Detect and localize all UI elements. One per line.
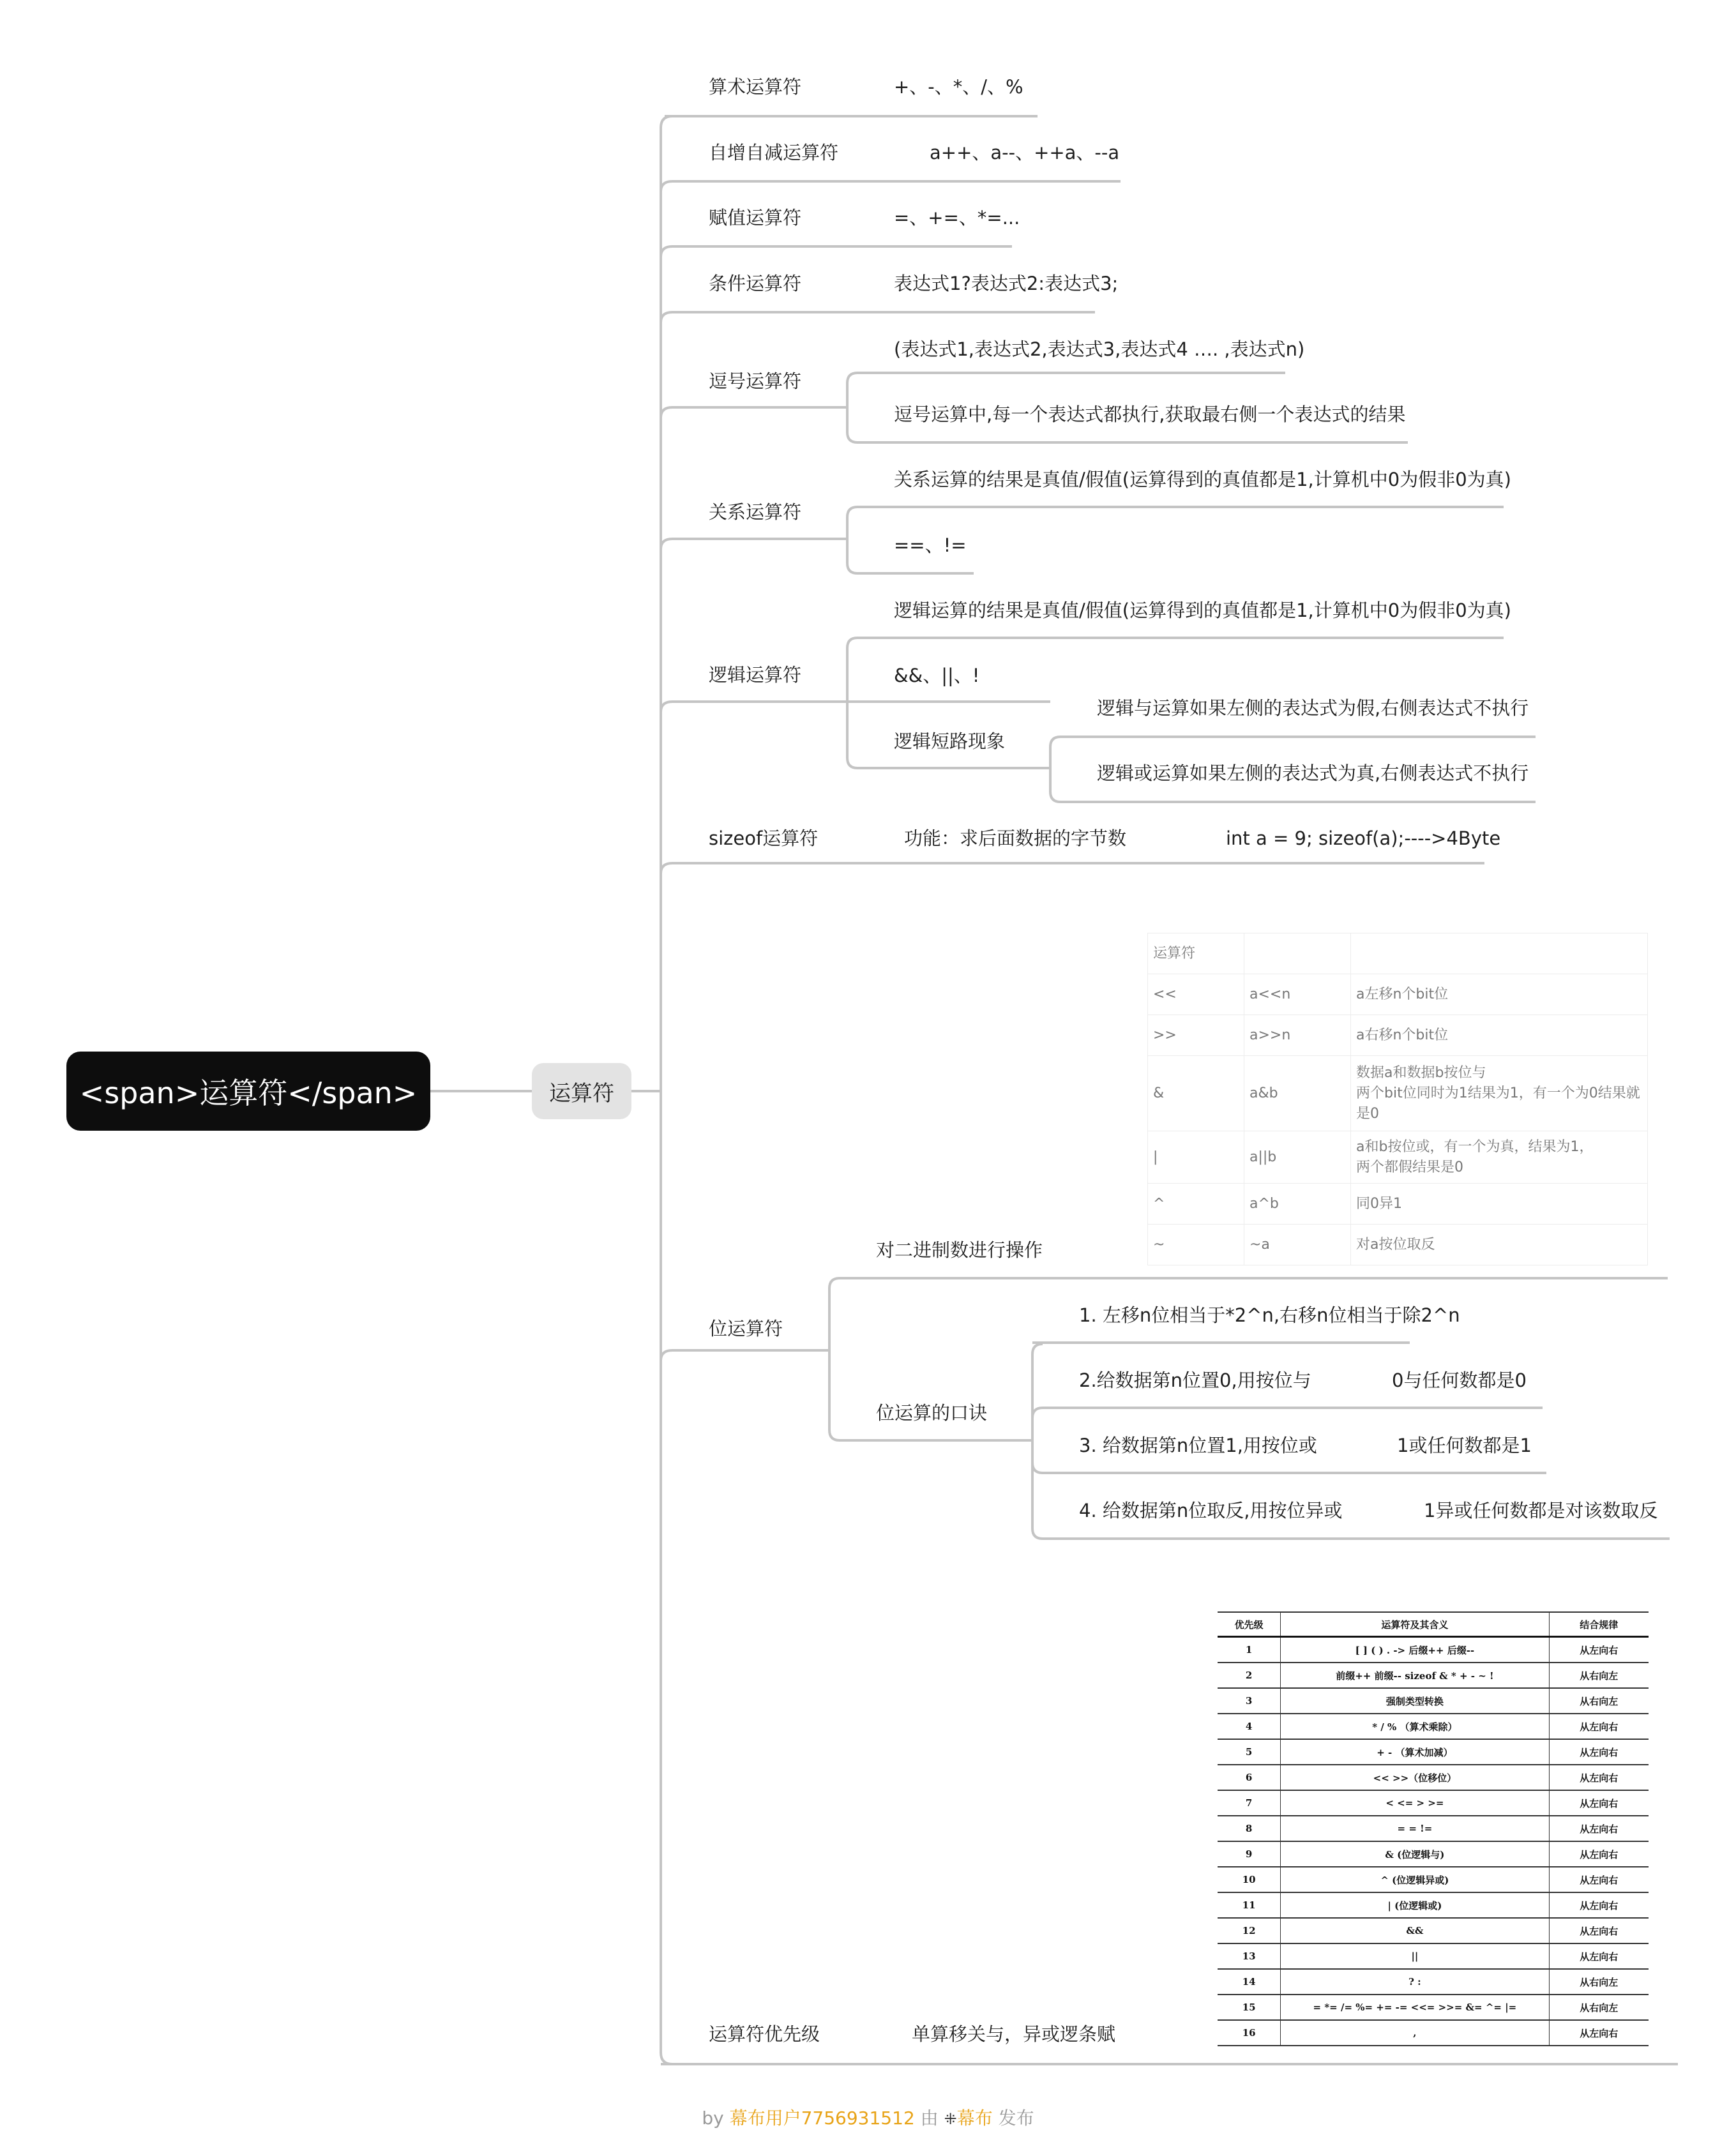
node-logic-item-1[interactable]: 逻辑运算的结果是真值/假值(运算得到的真值都是1,计算机中0为假非0为真) — [894, 600, 1511, 621]
table-row — [1218, 1841, 1649, 1867]
table-cell: 从左向右 — [1549, 1714, 1649, 1739]
table-cell: = *= /= %= += -= <<= >>= &= ^= |= — [1281, 1995, 1549, 2020]
table-cell: 从右向左 — [1549, 1688, 1649, 1714]
node-comma-label[interactable]: 逗号运算符 — [709, 370, 802, 392]
node-rel-item-1[interactable]: 关系运算的结果是真值/假值(运算得到的真值都是1,计算机中0为假非0为真) — [894, 469, 1511, 490]
table-cell: 5 — [1218, 1739, 1281, 1765]
table-cell: 数据a和数据b按位与 两个bit位同时为1结果为1，有一个为0结果就是0 — [1351, 1056, 1648, 1131]
table-cell: a<<n — [1244, 974, 1351, 1015]
table-cell: ~ — [1148, 1225, 1244, 1265]
table-row — [1218, 1612, 1649, 1637]
precedence-table — [1218, 1611, 1649, 2046]
table-cell: 从左向右 — [1549, 1841, 1649, 1867]
table-cell: a右移n个bit位 — [1351, 1015, 1648, 1056]
table-header-cell: 优先级 — [1218, 1612, 1281, 1637]
table-cell: = = != — [1281, 1816, 1549, 1841]
table-cell: ? : — [1281, 1969, 1549, 1995]
table-cell: >> — [1148, 1015, 1244, 1056]
table-cell: ~a — [1244, 1225, 1351, 1265]
table-row — [1218, 1892, 1649, 1918]
table-cell: 前缀++ 前缀-- sizeof & * + - ~ ! — [1281, 1663, 1549, 1688]
footer-publish: 发布 — [998, 2108, 1034, 2129]
table-row — [1148, 1015, 1648, 1056]
table-cell — [1244, 933, 1351, 974]
table-row — [1218, 1714, 1649, 1739]
table-row — [1218, 1867, 1649, 1892]
table-cell: ^ (位逻辑异或) — [1281, 1867, 1549, 1892]
table-cell: 13 — [1218, 1943, 1281, 1969]
table-row — [1218, 1816, 1649, 1841]
node-bit-mnemonic-3-note[interactable]: 1或任何数都是1 — [1397, 1435, 1532, 1456]
table-cell: 2 — [1218, 1663, 1281, 1688]
table-cell: 11 — [1218, 1892, 1281, 1918]
node-sizeof-func[interactable]: 功能：求后面数据的字节数 — [904, 827, 1127, 849]
table-cell: 9 — [1218, 1841, 1281, 1867]
table-row — [1148, 1131, 1648, 1184]
footer-by: by — [702, 2108, 724, 2129]
table-cell: << — [1148, 974, 1244, 1015]
table-row — [1218, 1790, 1649, 1816]
node-rel-label[interactable]: 关系运算符 — [709, 501, 802, 523]
table-cell: a||b — [1244, 1131, 1351, 1184]
node-bit-binary-op[interactable]: 对二进制数进行操作 — [876, 1239, 1043, 1261]
node-rel-item-2[interactable]: ==、!= — [894, 534, 967, 556]
node-bit-mnemonic-1[interactable]: 1. 左移n位相当于*2^n,右移n位相当于除2^n — [1079, 1304, 1460, 1326]
table-cell: & (位逻辑与) — [1281, 1841, 1549, 1867]
table-cell: [ ] ( ) . -> 后缀++ 后缀-- — [1281, 1637, 1549, 1663]
node-short-circuit-or[interactable]: 逻辑或运算如果左侧的表达式为真,右侧表达式不执行 — [1097, 762, 1529, 784]
table-row — [1218, 2020, 1649, 2046]
node-bit-mnemonic-4[interactable]: 4. 给数据第n位取反,用按位异或 — [1079, 1500, 1343, 1521]
table-cell: 14 — [1218, 1969, 1281, 1995]
table-cell: 对a按位取反 — [1351, 1225, 1648, 1265]
table-cell: & — [1148, 1056, 1244, 1131]
node-comma-item-1[interactable]: (表达式1,表达式2,表达式3,表达式4 …. ,表达式n) — [894, 338, 1305, 360]
table-cell: | — [1148, 1131, 1244, 1184]
table-cell: 从左向右 — [1549, 1790, 1649, 1816]
table-row — [1148, 1184, 1648, 1225]
table-cell: 从右向左 — [1549, 1969, 1649, 1995]
node-logic-label[interactable]: 逻辑运算符 — [709, 664, 802, 686]
node-short-circuit-label[interactable]: 逻辑短路现象 — [894, 730, 1006, 752]
table-header-cell: 结合规律 — [1549, 1612, 1649, 1637]
table-cell: + - （算术加减） — [1281, 1739, 1549, 1765]
table-cell: ^ — [1148, 1184, 1244, 1225]
mubu-logo-icon: ⁜ — [944, 2110, 957, 2128]
footer-via: 由 — [920, 2108, 939, 2129]
footer-credit — [0, 2104, 1736, 2130]
table-row — [1218, 1637, 1649, 1663]
bit-operator-table — [1147, 933, 1648, 1265]
node-sizeof-label[interactable]: sizeof运算符 — [709, 827, 819, 849]
node-bit-mnemonic-4-note[interactable]: 1异或任何数都是对该数取反 — [1424, 1500, 1658, 1521]
node-incdec-value[interactable]: a++、a--、++a、--a — [930, 142, 1120, 163]
table-cell: 7 — [1218, 1790, 1281, 1816]
table-cell: , — [1281, 2020, 1549, 2046]
node-bit-label[interactable]: 位运算符 — [709, 1318, 783, 1339]
table-cell: a>>n — [1244, 1015, 1351, 1056]
table-row — [1148, 974, 1648, 1015]
node-incdec-label[interactable]: 自增自减运算符 — [709, 142, 839, 163]
table-cell — [1351, 933, 1648, 974]
table-row — [1148, 933, 1648, 974]
node-sizeof-example[interactable]: int a = 9; sizeof(a);---->4Byte — [1226, 827, 1501, 849]
table-cell: 8 — [1218, 1816, 1281, 1841]
table-cell: a左移n个bit位 — [1351, 974, 1648, 1015]
table-cell: 从左向右 — [1549, 1739, 1649, 1765]
table-row — [1218, 1765, 1649, 1790]
table-cell: 从左向右 — [1549, 1816, 1649, 1841]
table-cell: 10 — [1218, 1867, 1281, 1892]
table-row — [1218, 1995, 1649, 2020]
footer-user-link[interactable]: 幕布用户7756931512 — [729, 2108, 915, 2129]
table-row — [1148, 1056, 1648, 1131]
table-cell: 强制类型转换 — [1281, 1688, 1549, 1714]
table-cell: 3 — [1218, 1688, 1281, 1714]
node-logic-item-2[interactable]: &&、||、! — [894, 665, 980, 686]
node-prec-mnemonic[interactable]: 单算移关与，异或逻条赋 — [912, 2023, 1116, 2045]
table-cell: < <= > >= — [1281, 1790, 1549, 1816]
node-cond-value[interactable]: 表达式1?表达式2:表达式3; — [894, 273, 1119, 294]
table-row — [1218, 1969, 1649, 1995]
footer-brand-link[interactable]: 幕布 — [956, 2108, 993, 2129]
node-bit-mnemonic-3[interactable]: 3. 给数据第n位置1,用按位或 — [1079, 1435, 1317, 1456]
table-cell: 从左向右 — [1549, 1918, 1649, 1943]
root-node[interactable]: <span>运算符</span> — [66, 1052, 430, 1131]
table-cell: 4 — [1218, 1714, 1281, 1739]
table-row — [1218, 1739, 1649, 1765]
table-cell: 从左向右 — [1549, 1637, 1649, 1663]
table-cell: && — [1281, 1918, 1549, 1943]
table-cell: 12 — [1218, 1918, 1281, 1943]
node-assign-label[interactable]: 赋值运算符 — [709, 207, 802, 229]
table-cell: 1 — [1218, 1637, 1281, 1663]
node-prec-label[interactable]: 运算符优先级 — [709, 2023, 820, 2045]
node-arith-label[interactable]: 算术运算符 — [709, 76, 802, 98]
table-row — [1218, 1663, 1649, 1688]
table-cell: 从左向右 — [1549, 1892, 1649, 1918]
table-cell: 从左向右 — [1549, 1943, 1649, 1969]
table-cell: || — [1281, 1943, 1549, 1969]
table-cell: 从左向右 — [1549, 1867, 1649, 1892]
table-cell: << >>（位移位） — [1281, 1765, 1549, 1790]
table-header-cell: 运算符及其含义 — [1281, 1612, 1549, 1637]
table-row — [1148, 1225, 1648, 1265]
table-cell: 从右向左 — [1549, 1995, 1649, 2020]
node-bit-mnemonic-2-note[interactable]: 0与任何数都是0 — [1392, 1369, 1527, 1391]
node-arith-value[interactable]: +、-、*、/、% — [894, 76, 1023, 98]
table-cell: * / % （算术乘除） — [1281, 1714, 1549, 1739]
node-bit-mnemonic-2[interactable]: 2.给数据第n位置0,用按位与 — [1079, 1369, 1311, 1391]
table-cell: 6 — [1218, 1765, 1281, 1790]
table-cell: 同0异1 — [1351, 1184, 1648, 1225]
table-row — [1218, 1688, 1649, 1714]
node-cond-label[interactable]: 条件运算符 — [709, 273, 802, 294]
node-comma-item-2[interactable]: 逗号运算中,每一个表达式都执行,获取最右侧一个表达式的结果 — [894, 404, 1406, 425]
table-cell: a和b按位或，有一个为真，结果为1， 两个都假结果是0 — [1351, 1131, 1648, 1184]
main-topic-node[interactable]: 运算符 — [532, 1063, 631, 1119]
table-cell: 从左向右 — [1549, 1765, 1649, 1790]
table-row — [1218, 1943, 1649, 1969]
table-cell: a&b — [1244, 1056, 1351, 1131]
table-cell: 15 — [1218, 1995, 1281, 2020]
table-cell: 16 — [1218, 2020, 1281, 2046]
table-cell: 运算符 — [1148, 933, 1244, 974]
table-cell: a^b — [1244, 1184, 1351, 1225]
node-assign-value[interactable]: =、+=、*=... — [894, 207, 1020, 229]
table-cell: 从右向左 — [1549, 1663, 1649, 1688]
node-short-circuit-and[interactable]: 逻辑与运算如果左侧的表达式为假,右侧表达式不执行 — [1097, 697, 1529, 719]
table-cell: | (位逻辑或) — [1281, 1892, 1549, 1918]
node-bit-mnemonic-label[interactable]: 位运算的口诀 — [876, 1402, 988, 1424]
table-cell: 从左向右 — [1549, 2020, 1649, 2046]
table-row — [1218, 1918, 1649, 1943]
